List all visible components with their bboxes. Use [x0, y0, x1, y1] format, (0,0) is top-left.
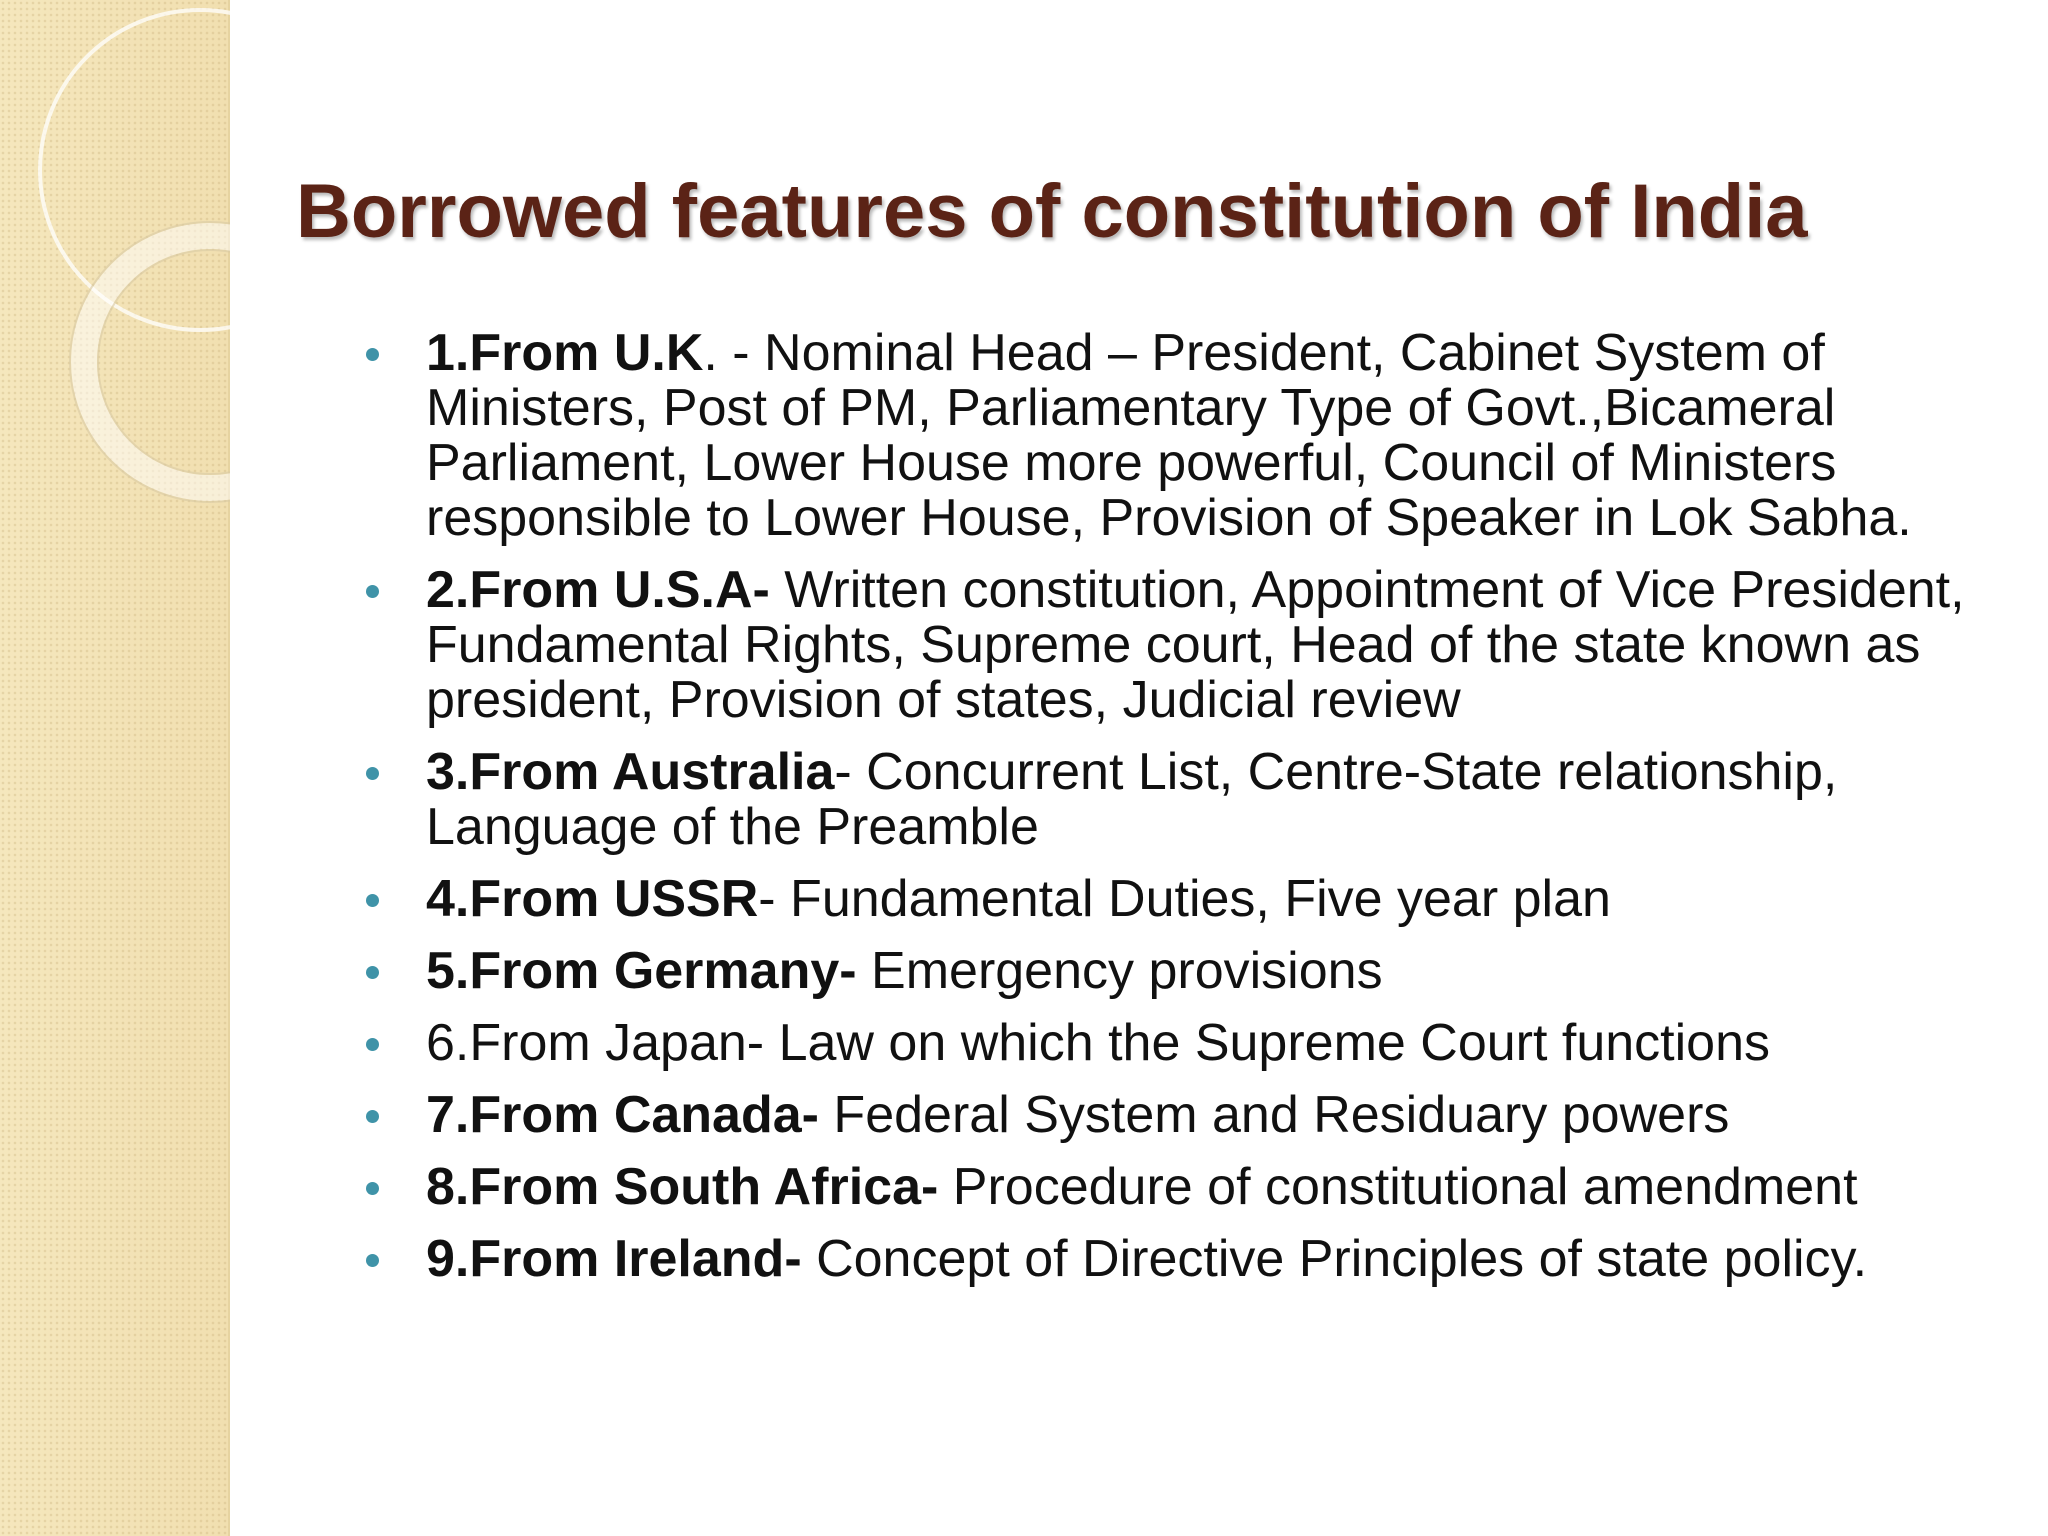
item-source-label: 4.From USSR	[426, 870, 759, 928]
item-source-label: 9.From Ireland-	[426, 1230, 802, 1288]
item-source-label: 5.From Germany-	[426, 942, 857, 1000]
item-source-label: 3.From Australia	[426, 743, 835, 801]
item-source-label: 1.From U.K	[426, 324, 704, 382]
bullet-dot-icon	[366, 1110, 379, 1123]
item-source-label: 7.From Canada-	[426, 1086, 819, 1144]
bullet-dot-icon	[366, 585, 379, 598]
item-description: Written constitution, Appointment of Vice President, Fundamental Rights, Supreme court, Head of the state known as president, Provision of states, Judicial review	[426, 561, 1965, 729]
list-item	[360, 563, 2010, 728]
list-item	[360, 1160, 2010, 1215]
item-description: Federal System and Residuary powers	[818, 1086, 1730, 1144]
bullet-dot-icon	[366, 966, 379, 979]
bullet-dot-icon	[366, 894, 379, 907]
feature-list	[360, 326, 2010, 1304]
list-item	[360, 1232, 2010, 1287]
bullet-dot-icon	[366, 767, 379, 780]
list-item	[360, 872, 2010, 927]
item-description: Emergency provisions	[856, 942, 1383, 1000]
decorative-rings-graphic	[0, 0, 230, 520]
bullet-dot-icon	[366, 1038, 379, 1051]
bullet-dot-icon	[366, 1254, 379, 1267]
item-description: . - Nominal Head – President, Cabinet System of Ministers, Post of PM, Parliamentary Type of Govt.,Bicameral Parliament, Lower House more powerful, Council of Ministers responsible to Lower House, Provision of Speaker in Lok Sabha.	[426, 324, 1912, 547]
item-source-label: 8.From South Africa-	[426, 1158, 939, 1216]
list-item	[360, 1088, 2010, 1143]
list-item	[360, 745, 2010, 855]
list-item	[360, 1016, 2010, 1071]
item-description: Concept of Directive Principles of state policy.	[801, 1230, 1868, 1288]
item-description: Procedure of constitutional amendment	[938, 1158, 1858, 1216]
item-description: - Concurrent List, Centre-State relationship, Language of the Preamble	[426, 743, 1838, 856]
slide-title: Borrowed features of constitution of India	[296, 169, 1808, 254]
bullet-dot-icon	[366, 1182, 379, 1195]
list-item	[360, 326, 2010, 546]
item-source-label: 2.From U.S.A-	[426, 561, 770, 619]
bullet-dot-icon	[366, 348, 379, 361]
item-description: - Fundamental Duties, Five year plan	[758, 870, 1611, 928]
item-description: 6.From Japan- Law on which the Supreme Court functions	[426, 1014, 1771, 1072]
decorative-side-band	[0, 0, 230, 1536]
list-item	[360, 944, 2010, 999]
